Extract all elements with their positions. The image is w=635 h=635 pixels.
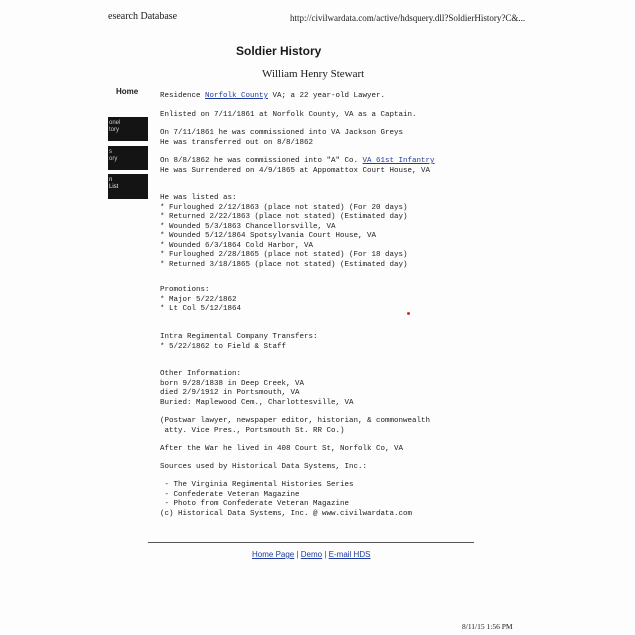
postwar-line2: atty. Vice Pres., Portsmouth St. RR Co.) <box>160 426 345 435</box>
commission2-line2: He was Surrendered on 4/9/1865 at Appomattox Court House, VA <box>160 166 431 175</box>
red-mark <box>407 312 410 315</box>
page-title: Soldier History <box>236 44 322 58</box>
promotion-item: * Lt Col 5/12/1864 <box>160 305 242 313</box>
sidebar-item-3-line1: n <box>109 177 113 183</box>
print-timestamp: 8/11/15 1:56 PM <box>462 622 513 631</box>
footer-divider <box>148 542 474 543</box>
source-item: - The Virginia Regimental Histories Series <box>160 481 354 489</box>
listed-header: He was listed as: <box>160 194 237 202</box>
footer-separator: | <box>294 550 301 559</box>
other-info-item: born 9/28/1838 in Deep Creek, VA <box>160 379 305 388</box>
commission2-prefix: On 8/8/1862 he was commissioned into "A" Co. <box>160 157 363 165</box>
source-item: - Confederate Veteran Magazine <box>160 490 300 499</box>
footer-demo-link[interactable]: Demo <box>300 550 323 559</box>
residence-prefix: Residence <box>160 92 206 100</box>
transfers-header: Intra Regimental Company Transfers: <box>160 333 318 341</box>
residence-suffix: VA; a 22 year-old Lawyer. <box>268 92 386 100</box>
listed-item: * Returned 2/22/1863 (place not stated) (Estimated day) <box>160 213 408 221</box>
listed-item: * Furloughed 2/12/1863 (place not stated) (For 20 days) <box>160 203 408 212</box>
listed-item: * Furloughed 2/28/1865 (place not stated) (For 18 days) <box>160 251 408 259</box>
commission2-line1 <box>160 157 435 166</box>
header-site-name: esearch Database <box>108 11 178 22</box>
source-item: - Photo from Confederate Veteran Magazine <box>160 500 350 508</box>
after-war-line: After the War he lived in 408 Court St, Norfolk Co, VA <box>160 445 404 453</box>
listed-item: * Wounded 5/12/1864 Spotsylvania Court House, VA <box>160 232 377 240</box>
sidebar-item-2-line2: ory <box>109 156 118 162</box>
footer-email-link[interactable]: E-mail HDS <box>328 550 371 559</box>
sidebar-item-1-line1: onel <box>109 120 121 126</box>
other-info-header: Other Information: <box>160 370 242 378</box>
other-info-item: died 2/9/1912 in Portsmouth, VA <box>160 389 300 397</box>
commission1-line2: He was transferred out on 8/8/1862 <box>160 138 314 147</box>
regiment-link[interactable]: VA 61st Infantry <box>362 157 435 165</box>
promotion-item: * Major 5/22/1862 <box>160 295 237 304</box>
promotions-header: Promotions: <box>160 286 210 294</box>
sidebar-item-3-line2: List <box>109 184 119 190</box>
sources-header: Sources used by Historical Data Systems, Inc.: <box>160 463 368 471</box>
other-info-item: Buried: Maplewood Cem., Charlottesville, VA <box>160 398 354 407</box>
footer-separator: | <box>322 550 329 559</box>
header-url: http://civilwardata.com/active/hdsquery.dll?SoldierHistory?C&... <box>290 13 526 23</box>
enlisted-line: Enlisted on 7/11/1861 at Norfolk County, VA as a Captain. <box>160 111 417 119</box>
postwar-line1: (Postwar lawyer, newspaper editor, historian, & commonwealth <box>160 417 431 425</box>
residence-link[interactable]: Norfolk County <box>205 92 269 100</box>
footer-nav <box>252 550 370 559</box>
sidebar-home-link[interactable]: Home <box>116 87 139 96</box>
footer-home-page-link[interactable]: Home Page <box>252 550 295 559</box>
listed-item: * Returned 3/18/1865 (place not stated) (Estimated day) <box>160 260 408 269</box>
listed-item: * Wounded 6/3/1864 Cold Harbor, VA <box>160 241 314 250</box>
soldier-name: William Henry Stewart <box>262 68 365 80</box>
sidebar-item-1-line2: tory <box>109 127 120 133</box>
sidebar-item-2[interactable] <box>108 146 148 170</box>
sidebar-item-2-line1: s <box>109 149 112 155</box>
residence-line <box>160 92 385 101</box>
transfer-item: * 5/22/1862 to Field & Staff <box>160 342 287 351</box>
sidebar-item-3[interactable] <box>108 174 148 199</box>
sidebar-item-1[interactable] <box>108 117 148 141</box>
commission1-line1: On 7/11/1861 he was commissioned into VA Jackson Greys <box>160 129 404 137</box>
listed-item: * Wounded 5/3/1863 Chancellorsville, VA <box>160 222 336 231</box>
copyright-line: (c) Historical Data Systems, Inc. @ www.civilwardata.com <box>160 509 413 518</box>
